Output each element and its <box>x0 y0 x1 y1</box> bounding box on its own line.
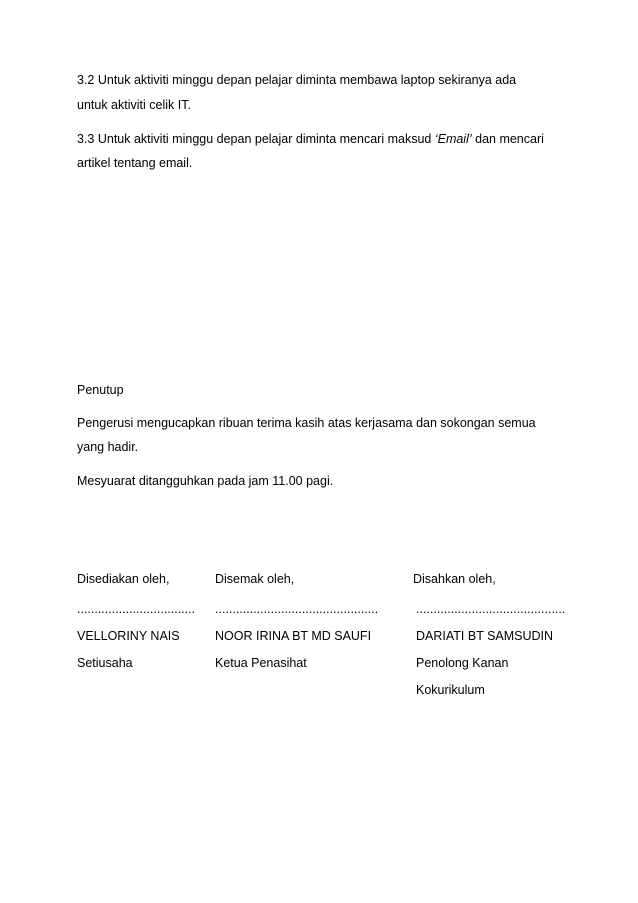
item-3-2-line-2: untuk aktiviti celik IT. <box>77 98 191 112</box>
approved-by-signature-line: ........................................... <box>416 602 566 616</box>
closing-thanks-line-1: Pengerusi mengucapkan ribuan terima kasih atas kerjasama dan sokongan semua <box>77 416 536 430</box>
closing-thanks-line-2: yang hadir. <box>77 440 139 454</box>
approved-by-name: DARIATI BT SAMSUDIN <box>416 629 554 643</box>
item-3-3-email-term: ‘Email’ <box>434 132 472 146</box>
checked-by-label: Disemak oleh, <box>215 572 295 586</box>
prepared-by-name: VELLORINY NAIS <box>77 629 180 643</box>
approved-by-title-line-2: Kokurikulum <box>416 683 485 697</box>
prepared-by-signature-line: .................................. <box>77 602 196 616</box>
closing-heading: Penutup <box>77 383 124 397</box>
prepared-by-title: Setiusaha <box>77 656 133 670</box>
approved-by-title-line-1: Penolong Kanan <box>416 656 509 670</box>
item-3-3-line-2: artikel tentang email. <box>77 156 193 170</box>
checked-by-title: Ketua Penasihat <box>215 656 307 670</box>
closing-adjourn: Mesyuarat ditangguhkan pada jam 11.00 pagi. <box>77 474 334 488</box>
prepared-by-label: Disediakan oleh, <box>77 572 170 586</box>
checked-by-signature-line: ............................................... <box>215 602 379 616</box>
approved-by-label: Disahkan oleh, <box>413 572 496 586</box>
item-3-3-text-before: 3.3 Untuk aktiviti minggu depan pelajar diminta mencari maksud <box>77 132 435 146</box>
item-3-3-line-1 <box>77 132 544 147</box>
item-3-3-text-after: dan mencari <box>471 132 544 146</box>
item-3-2-line-1: 3.2 Untuk aktiviti minggu depan pelajar diminta membawa laptop sekiranya ada <box>77 73 517 87</box>
checked-by-name: NOOR IRINA BT MD SAUFI <box>215 629 372 643</box>
